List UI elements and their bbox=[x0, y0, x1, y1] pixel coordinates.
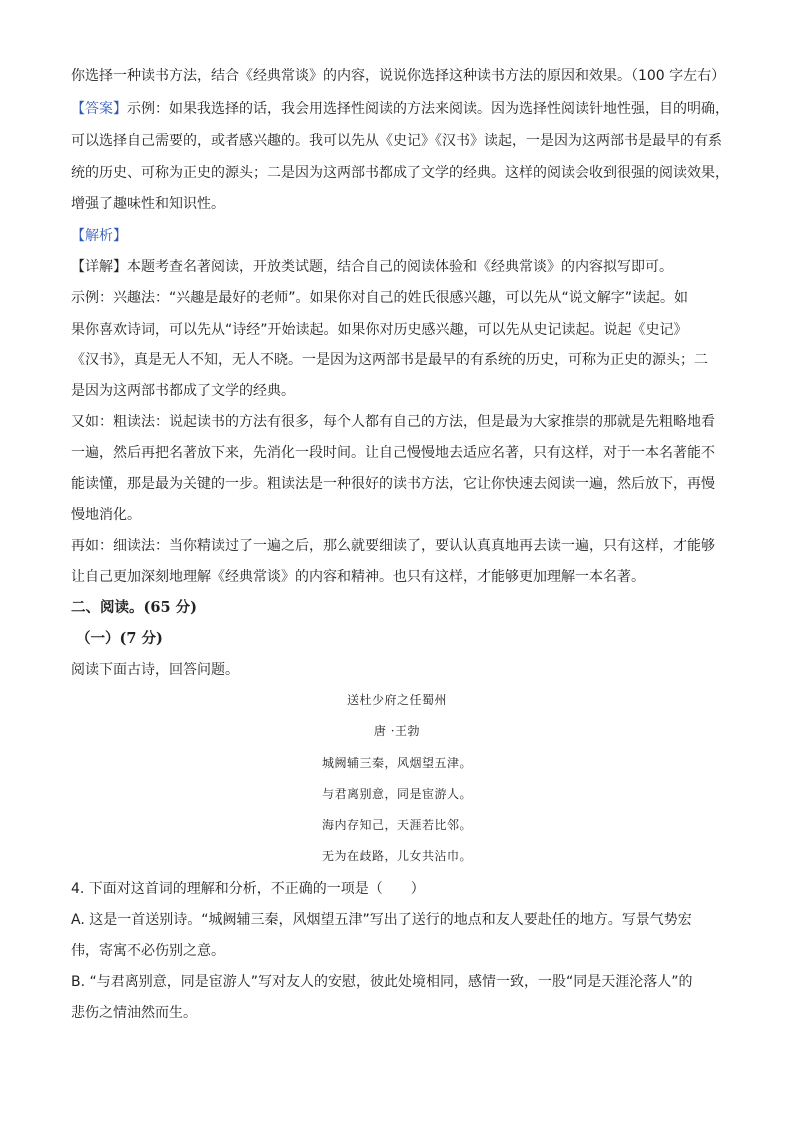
example1-line-4: 是因为这两部书都成了文学的经典。 bbox=[71, 383, 295, 399]
poem-line: 与君离别意，同是宦游人。 bbox=[321, 787, 472, 801]
option-a-line-2: 伟，寄寓不必伤别之意。 bbox=[71, 943, 225, 959]
example3-line-1: 再如：细读法：当你精读过了一遍之后，那么就要细读了，要认认真真地再去读一遍，只有这样，才能够 bbox=[71, 538, 715, 554]
example2-line-2: 一遍，然后再把名著放下来，先消化一段时间。让自己慢慢地去适应名著，只有这样，对于一本名著能不 bbox=[71, 445, 715, 461]
example2-line-3: 能读懂，那是最为关键的一步。粗读法是一种很好的读书方法，它让你快速去阅读一遍，然后放下，再慢 bbox=[71, 476, 715, 492]
poem-line: 无为在歧路，儿女共沾巾。 bbox=[321, 849, 472, 863]
option-b-line-2: 悲伤之情油然而生。 bbox=[71, 1005, 197, 1021]
subsection-heading: （一）(7 分) bbox=[76, 630, 163, 647]
example2-line-1: 又如：粗读法：说起读书的方法有很多，每个人都有自己的方法，但是最为大家推崇的那就是先粗略地看 bbox=[71, 414, 715, 430]
example1-line-2: 果你喜欢诗词，可以先从“诗经”开始读起。如果你对历史感兴趣，可以先从史记读起。说起《史记》 bbox=[71, 322, 688, 338]
detail-line: 【详解】本题考查名著阅读，开放类试题，结合自己的阅读体验和《经典常谈》的内容拟写即可。 bbox=[71, 259, 673, 275]
question-intro-line: 你选择一种读书方法，结合《经典常谈》的内容，说说你选择这种读书方法的原因和效果。（100 字左右） bbox=[71, 68, 726, 84]
example2-line-4: 慢地消化。 bbox=[71, 507, 141, 523]
example1-line-1: 示例：兴趣法：“兴趣是最好的老师”。如果你对自己的姓氏很感兴趣，可以先从“说文解字”读起。如 bbox=[71, 290, 689, 306]
reading-instruction: 阅读下面古诗，回答问题。 bbox=[71, 662, 239, 678]
poem-line: 海内存知己，天涯若比邻。 bbox=[321, 818, 472, 832]
example1-line-3: 《汉书》，真是无人不知，无人不晓。一是因为这两部书是最早的有系统的历史，可称为正史的源头；二 bbox=[71, 352, 708, 368]
example3-line-2: 让自己更加深刻地理解《经典常谈》的内容和精神。也只有这样，才能够更加理解一本名著。 bbox=[71, 569, 645, 585]
poem-title: 送杜少府之任蜀州 bbox=[346, 693, 447, 707]
answer-line-4: 增强了趣味性和知识性。 bbox=[71, 196, 225, 212]
answer-line-3: 统的历史、可称为正史的源头；二是因为这两部书都成了文学的经典。这样的阅读会收到很强的阅读效果， bbox=[71, 165, 729, 181]
analysis-tag: 【解析】 bbox=[71, 228, 127, 244]
answer-text: 示例：如果我选择的话，我会用选择性阅读的方法来阅读。因为选择性阅读针地性强，目的明确， bbox=[127, 101, 729, 117]
answer-line-2: 可以选择自己需要的，或者感兴趣的。我可以先从《史记》《汉书》读起，一是因为这两部书是最早的有系 bbox=[71, 133, 722, 149]
section-heading: 二、阅读。(65 分) bbox=[71, 599, 197, 616]
answer-line-1 bbox=[71, 99, 729, 119]
poem-line: 城阙辅三秦，风烟望五津。 bbox=[321, 756, 472, 770]
question-4-stem: 4. 下面对这首词的理解和分析，不正确的一项是（ ） bbox=[71, 881, 425, 897]
option-a-line-1: A. 这是一首送别诗。“城阙辅三秦，风烟望五津”写出了送行的地点和友人要赴任的地方。写景气势宏 bbox=[71, 912, 692, 928]
poem-author: 唐 ·王勃 bbox=[373, 724, 421, 738]
answer-tag: 【答案】 bbox=[71, 101, 127, 117]
option-b-line-1: B. “与君离别意，同是宦游人”写对友人的安慰，彼此处境相同，感情一致，一股“同是天涯沦落人”的 bbox=[71, 974, 693, 990]
